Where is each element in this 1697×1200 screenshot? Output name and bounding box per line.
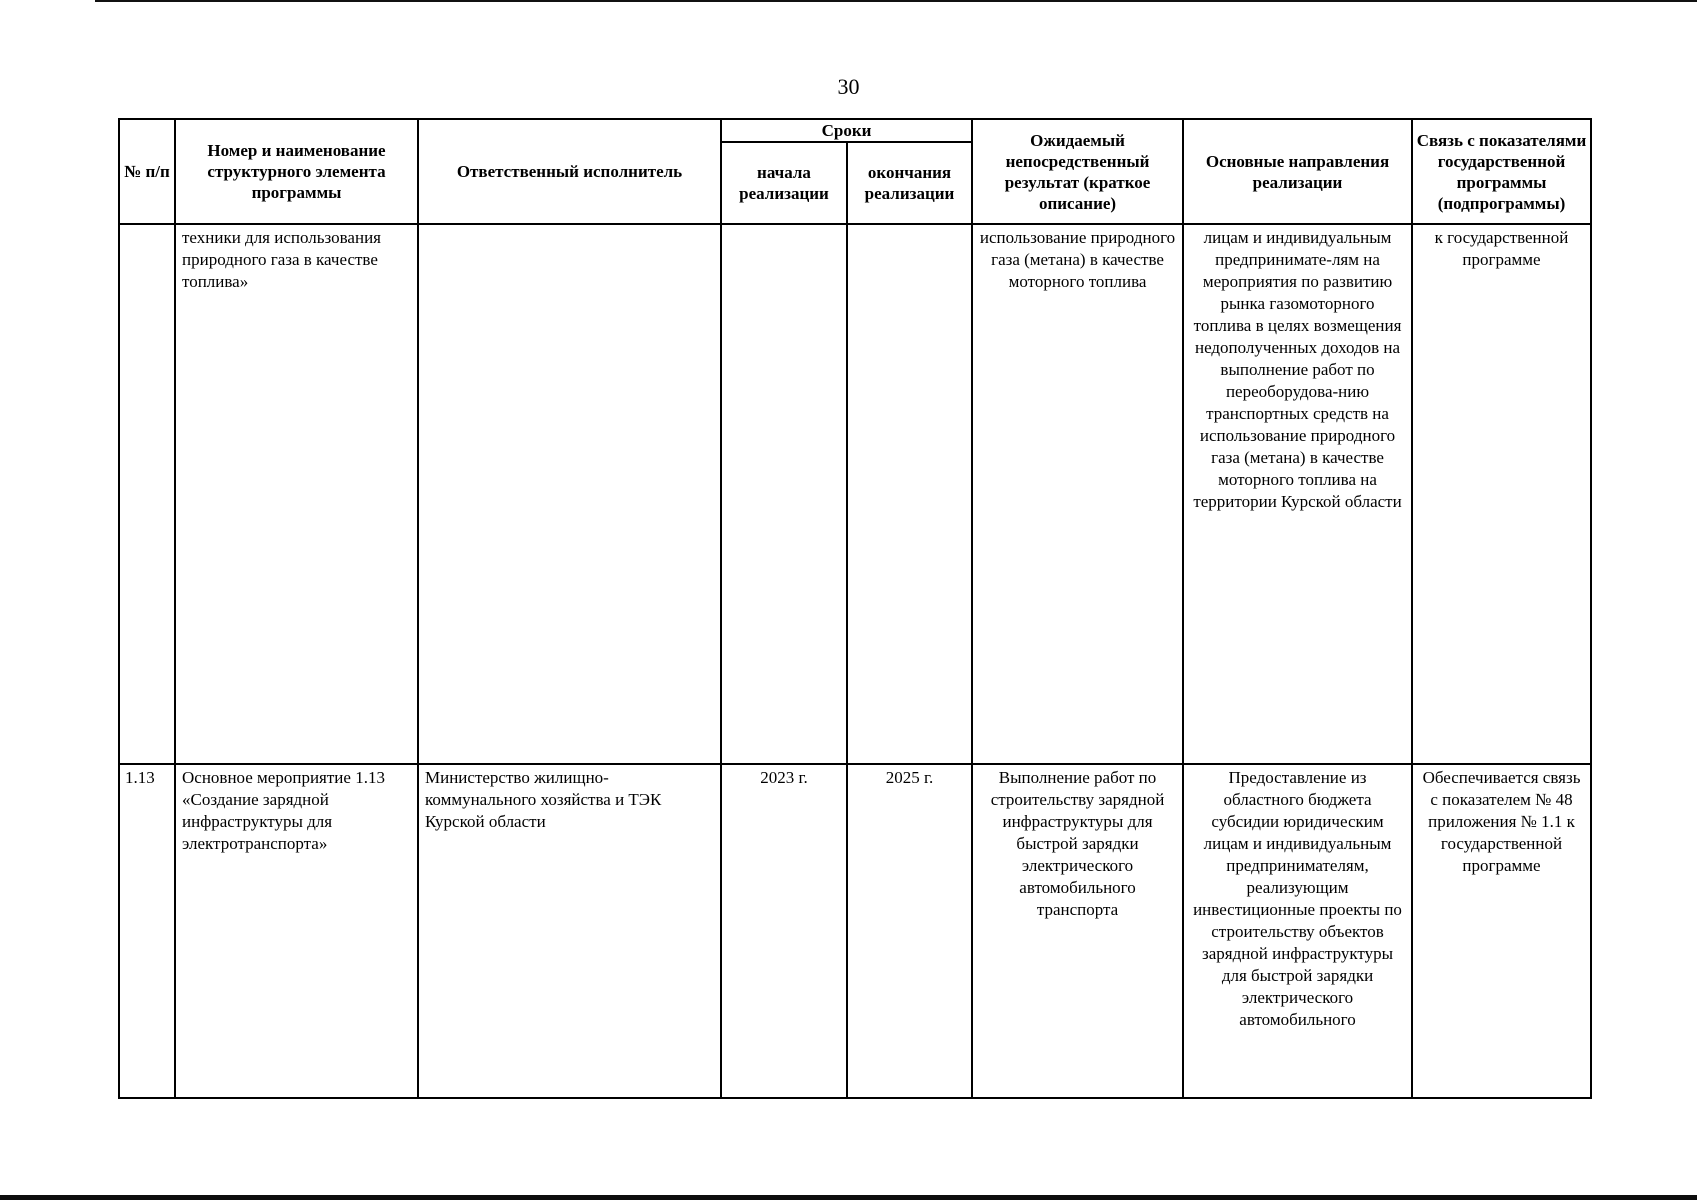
header-end: окончания реализации [847,142,972,224]
table-row [119,764,1591,1098]
cell-num: 1.13 [119,764,175,1098]
table-row [119,224,1591,764]
cell-directions: Предоставление из областного бюджета субсидии юридическим лицам и индивидуальным предпринимателям, реализующим инвестиционные проекты по строительству объектов зарядной инфраструктуры для быстрой зарядки электрического автомобильного [1183,764,1412,1098]
page-number: 30 [837,74,860,99]
header-executor: Ответственный исполнитель [418,119,721,224]
header-terms: Сроки [721,119,972,142]
scan-edge-bottom [0,1195,1697,1200]
cell-end [847,224,972,764]
cell-executor [418,224,721,764]
header-element: Номер и наименование структурного элемента программы [175,119,418,224]
cell-end: 2025 г. [847,764,972,1098]
cell-link: Обеспечивается связь с показателем № 48 приложения № 1.1 к государственной программе [1412,764,1591,1098]
cell-start [721,224,847,764]
header-result: Ожидаемый непосредственный результат (краткое описание) [972,119,1183,224]
measures-table [118,118,1592,1099]
table-header-row [119,119,1591,142]
header-link: Связь с показателями государственной программы (подпрограммы) [1412,119,1591,224]
cell-directions: лицам и индивидуальным предпринимате-лям на мероприятия по развитию рынка газомоторного топлива в целях возмещения недополученных доходов на выполнение работ по переоборудова-нию транспортных средств на использование природного газа (метана) в качестве моторного топлива на территории Курской области [1183,224,1412,764]
scan-edge-top [95,0,1697,2]
cell-result: использование природного газа (метана) в качестве моторного топлива [972,224,1183,764]
cell-result: Выполнение работ по строительству зарядной инфраструктуры для быстрой зарядки электрического автомобильного транспорта [972,764,1183,1098]
cell-executor: Министерство жилищно-коммунального хозяйства и ТЭК Курской области [418,764,721,1098]
cell-element: Основное мероприятие 1.13 «Создание зарядной инфраструктуры для электротранспорта» [175,764,418,1098]
cell-element: техники для использования природного газа в качестве топлива» [175,224,418,764]
header-directions: Основные направления реализации [1183,119,1412,224]
cell-start: 2023 г. [721,764,847,1098]
header-start: начала реализации [721,142,847,224]
header-num: № п/п [119,119,175,224]
cell-link: к государственной программе [1412,224,1591,764]
cell-num [119,224,175,764]
